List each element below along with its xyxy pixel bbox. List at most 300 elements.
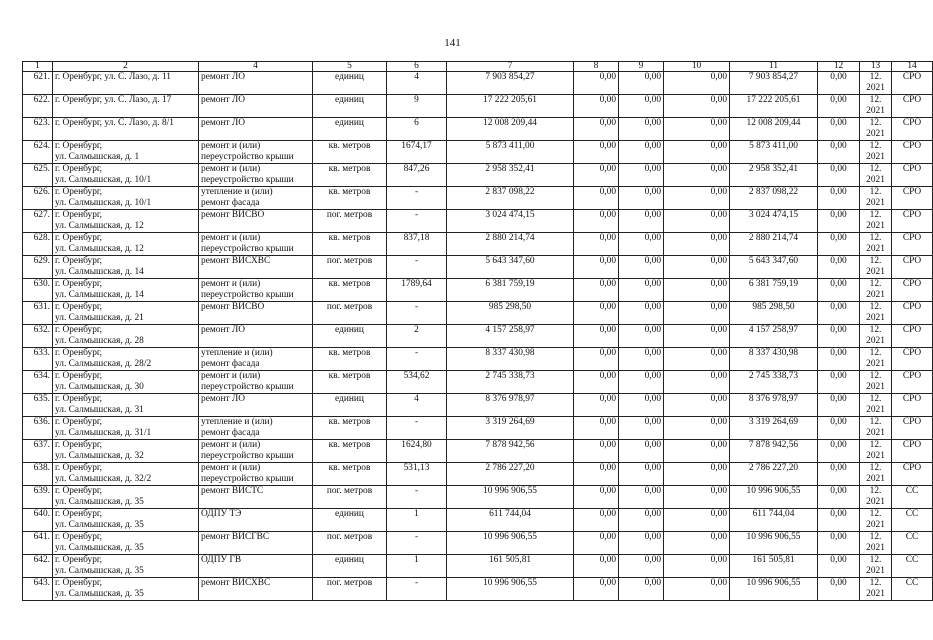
unit-cell: единиц: [313, 509, 387, 532]
row-number: 634.: [23, 371, 53, 394]
program-cell: СРО: [892, 348, 933, 371]
column-header: 2: [53, 62, 199, 72]
deadline-cell: [860, 509, 892, 532]
fund-cell-9: 0,00: [619, 417, 664, 440]
fund-cell-12: 0,00: [818, 578, 860, 601]
work-type-cell: [199, 95, 313, 118]
deadline-year: 2021: [866, 382, 885, 392]
deadline-cell: [860, 118, 892, 141]
fund-cell-12: 0,00: [818, 72, 860, 95]
deadline-year: 2021: [866, 129, 885, 139]
address-cell: [53, 256, 199, 279]
address-cell: [53, 95, 199, 118]
fund-cell-10: 0,00: [664, 325, 730, 348]
deadline-cell: [860, 233, 892, 256]
deadline-month: 12.: [869, 394, 882, 404]
fund-cell-12: 0,00: [818, 509, 860, 532]
total-cost-cell: 12 008 209,44: [447, 118, 574, 141]
work-type-cell: [199, 486, 313, 509]
row-number: 641.: [23, 532, 53, 555]
quantity-cell: 534,62: [387, 371, 447, 394]
work-type-line: ремонт ВИСТС: [201, 486, 264, 496]
quantity-cell: 1674,17: [387, 141, 447, 164]
deadline-cell: [860, 325, 892, 348]
deadline-year: 2021: [866, 405, 885, 415]
table-row: [23, 394, 933, 417]
work-type-line: ремонт ЛО: [201, 394, 246, 404]
column-header: 13: [860, 62, 892, 72]
work-type-line: ремонт и (или): [201, 141, 261, 151]
address-cell: [53, 325, 199, 348]
program-cell: СРО: [892, 256, 933, 279]
fund-cell-11: 8 337 430,98: [730, 348, 818, 371]
fund-cell-10: 0,00: [664, 95, 730, 118]
fund-cell-9: 0,00: [619, 394, 664, 417]
fund-cell-8: 0,00: [574, 164, 619, 187]
deadline-cell: [860, 532, 892, 555]
fund-cell-8: 0,00: [574, 486, 619, 509]
work-type-line: переустройство крыши: [201, 175, 294, 185]
fund-cell-11: 2 837 098,22: [730, 187, 818, 210]
fund-cell-8: 0,00: [574, 302, 619, 325]
quantity-cell: 1624,80: [387, 440, 447, 463]
work-type-line: ремонт и (или): [201, 279, 261, 289]
table-row: [23, 509, 933, 532]
deadline-year: 2021: [866, 566, 885, 576]
address-cell: [53, 509, 199, 532]
fund-cell-12: 0,00: [818, 141, 860, 164]
deadline-year: 2021: [866, 244, 885, 254]
total-cost-cell: 6 381 759,19: [447, 279, 574, 302]
address-line: ул. Салмышская, д. 28: [55, 336, 144, 346]
fund-cell-12: 0,00: [818, 440, 860, 463]
table-row: [23, 164, 933, 187]
deadline-year: 2021: [866, 451, 885, 461]
program-cell: СРО: [892, 187, 933, 210]
fund-cell-8: 0,00: [574, 578, 619, 601]
address-line: ул. Салмышская, д. 35: [55, 497, 144, 507]
fund-cell-8: 0,00: [574, 187, 619, 210]
quantity-cell: 9: [387, 95, 447, 118]
fund-cell-8: 0,00: [574, 532, 619, 555]
fund-cell-10: 0,00: [664, 532, 730, 555]
work-type-line: ремонт ВИСХВС: [201, 256, 271, 266]
fund-cell-11: 2 880 214,74: [730, 233, 818, 256]
table-row: [23, 463, 933, 486]
table-row: [23, 233, 933, 256]
column-header: 14: [892, 62, 933, 72]
fund-cell-11: 5 643 347,60: [730, 256, 818, 279]
address-cell: [53, 532, 199, 555]
fund-cell-9: 0,00: [619, 95, 664, 118]
deadline-year: 2021: [866, 221, 885, 231]
work-type-line: ремонт и (или): [201, 233, 261, 243]
row-number: 621.: [23, 72, 53, 95]
program-cell: СРО: [892, 210, 933, 233]
address-cell: [53, 279, 199, 302]
fund-cell-12: 0,00: [818, 210, 860, 233]
fund-cell-12: 0,00: [818, 417, 860, 440]
fund-cell-11: 2 745 338,73: [730, 371, 818, 394]
work-type-cell: [199, 509, 313, 532]
address-cell: [53, 72, 199, 95]
fund-cell-10: 0,00: [664, 256, 730, 279]
deadline-month: 12.: [869, 95, 882, 105]
quantity-cell: -: [387, 348, 447, 371]
deadline-month: 12.: [869, 72, 882, 82]
deadline-month: 12.: [869, 532, 882, 542]
unit-cell: единиц: [313, 325, 387, 348]
unit-cell: кв. метров: [313, 233, 387, 256]
fund-cell-8: 0,00: [574, 440, 619, 463]
column-header: 8: [574, 62, 619, 72]
program-cell: СРО: [892, 302, 933, 325]
quantity-cell: -: [387, 187, 447, 210]
deadline-cell: [860, 256, 892, 279]
deadline-cell: [860, 279, 892, 302]
address-line: ул. Салмышская, д. 10/1: [55, 198, 152, 208]
deadline-year: 2021: [866, 428, 885, 438]
table-row: [23, 118, 933, 141]
unit-cell: пог. метров: [313, 486, 387, 509]
address-cell: [53, 440, 199, 463]
table-row: [23, 440, 933, 463]
deadline-cell: [860, 348, 892, 371]
program-cell: СРО: [892, 371, 933, 394]
fund-cell-10: 0,00: [664, 555, 730, 578]
fund-cell-8: 0,00: [574, 555, 619, 578]
deadline-month: 12.: [869, 302, 882, 312]
fund-cell-8: 0,00: [574, 141, 619, 164]
row-number: 629.: [23, 256, 53, 279]
work-type-line: ремонт ВИСХВС: [201, 578, 271, 588]
address-cell: [53, 118, 199, 141]
work-type-cell: [199, 279, 313, 302]
unit-cell: единиц: [313, 72, 387, 95]
work-type-line: переустройство крыши: [201, 451, 294, 461]
address-line: г. Оренбург, ул. С. Лазо, д. 8/1: [55, 118, 174, 128]
table-row: [23, 371, 933, 394]
row-number: 633.: [23, 348, 53, 371]
unit-cell: кв. метров: [313, 417, 387, 440]
work-type-line: переустройство крыши: [201, 382, 294, 392]
row-number: 640.: [23, 509, 53, 532]
fund-cell-8: 0,00: [574, 325, 619, 348]
quantity-cell: -: [387, 210, 447, 233]
deadline-cell: [860, 440, 892, 463]
address-line: ул. Салмышская, д. 12: [55, 244, 144, 254]
address-line: ул. Салмышская, д. 35: [55, 520, 144, 530]
work-type-line: ремонт и (или): [201, 440, 261, 450]
address-line: ул. Салмышская, д. 35: [55, 566, 144, 576]
unit-cell: единиц: [313, 95, 387, 118]
program-cell: СС: [892, 578, 933, 601]
total-cost-cell: 7 878 942,56: [447, 440, 574, 463]
fund-cell-9: 0,00: [619, 463, 664, 486]
address-line: г. Оренбург,: [55, 210, 103, 220]
work-type-cell: [199, 463, 313, 486]
unit-cell: пог. метров: [313, 256, 387, 279]
deadline-year: 2021: [866, 290, 885, 300]
work-type-line: переустройство крыши: [201, 474, 294, 484]
program-cell: СРО: [892, 440, 933, 463]
work-type-cell: [199, 233, 313, 256]
fund-cell-9: 0,00: [619, 256, 664, 279]
fund-cell-11: 5 873 411,00: [730, 141, 818, 164]
program-cell: СС: [892, 555, 933, 578]
work-type-line: ремонт фасада: [201, 359, 260, 369]
fund-cell-9: 0,00: [619, 578, 664, 601]
deadline-month: 12.: [869, 555, 882, 565]
fund-cell-11: 611 744,04: [730, 509, 818, 532]
work-type-cell: [199, 256, 313, 279]
unit-cell: пог. метров: [313, 302, 387, 325]
deadline-cell: [860, 578, 892, 601]
fund-cell-8: 0,00: [574, 118, 619, 141]
fund-cell-9: 0,00: [619, 279, 664, 302]
address-cell: [53, 302, 199, 325]
fund-cell-8: 0,00: [574, 72, 619, 95]
fund-cell-11: 3 024 474,15: [730, 210, 818, 233]
address-line: г. Оренбург, ул. С. Лазо, д. 17: [55, 95, 172, 105]
row-number: 626.: [23, 187, 53, 210]
work-type-cell: [199, 302, 313, 325]
address-line: ул. Салмышская, д. 35: [55, 543, 144, 553]
address-line: г. Оренбург, ул. С. Лазо, д. 11: [55, 72, 171, 82]
table-row: [23, 417, 933, 440]
total-cost-cell: 10 996 906,55: [447, 578, 574, 601]
address-cell: [53, 486, 199, 509]
fund-cell-8: 0,00: [574, 417, 619, 440]
row-number: 627.: [23, 210, 53, 233]
address-line: ул. Салмышская, д. 31: [55, 405, 144, 415]
work-type-line: ОДПУ ГВ: [201, 555, 242, 565]
fund-cell-10: 0,00: [664, 578, 730, 601]
column-header: 9: [619, 62, 664, 72]
quantity-cell: 847,26: [387, 164, 447, 187]
work-type-line: утепление и (или): [201, 417, 273, 427]
total-cost-cell: 2 880 214,74: [447, 233, 574, 256]
address-line: г. Оренбург,: [55, 417, 103, 427]
address-cell: [53, 233, 199, 256]
fund-cell-12: 0,00: [818, 302, 860, 325]
address-line: г. Оренбург,: [55, 256, 103, 266]
address-line: г. Оренбург,: [55, 486, 103, 496]
unit-cell: кв. метров: [313, 164, 387, 187]
fund-cell-10: 0,00: [664, 210, 730, 233]
row-number: 638.: [23, 463, 53, 486]
total-cost-cell: 2 958 352,41: [447, 164, 574, 187]
table-row: [23, 325, 933, 348]
fund-cell-12: 0,00: [818, 233, 860, 256]
fund-cell-8: 0,00: [574, 371, 619, 394]
program-cell: СРО: [892, 325, 933, 348]
total-cost-cell: 611 744,04: [447, 509, 574, 532]
fund-cell-12: 0,00: [818, 463, 860, 486]
table-row: [23, 187, 933, 210]
fund-cell-9: 0,00: [619, 302, 664, 325]
work-type-line: утепление и (или): [201, 348, 273, 358]
unit-cell: кв. метров: [313, 141, 387, 164]
fund-cell-12: 0,00: [818, 348, 860, 371]
deadline-month: 12.: [869, 440, 882, 450]
deadline-month: 12.: [869, 279, 882, 289]
work-type-line: ремонт ВИСВО: [201, 302, 265, 312]
fund-cell-12: 0,00: [818, 371, 860, 394]
fund-cell-11: 10 996 906,55: [730, 578, 818, 601]
work-type-line: переустройство крыши: [201, 152, 294, 162]
deadline-month: 12.: [869, 118, 882, 128]
row-number: 630.: [23, 279, 53, 302]
deadline-month: 12.: [869, 578, 882, 588]
fund-cell-9: 0,00: [619, 486, 664, 509]
deadline-year: 2021: [866, 83, 885, 93]
deadline-cell: [860, 72, 892, 95]
work-type-cell: [199, 325, 313, 348]
fund-cell-8: 0,00: [574, 95, 619, 118]
deadline-cell: [860, 371, 892, 394]
deadline-year: 2021: [866, 267, 885, 277]
row-number: 622.: [23, 95, 53, 118]
fund-cell-10: 0,00: [664, 486, 730, 509]
fund-cell-12: 0,00: [818, 532, 860, 555]
row-number: 636.: [23, 417, 53, 440]
fund-cell-10: 0,00: [664, 371, 730, 394]
quantity-cell: 1789,64: [387, 279, 447, 302]
deadline-cell: [860, 141, 892, 164]
unit-cell: пог. метров: [313, 578, 387, 601]
fund-cell-8: 0,00: [574, 394, 619, 417]
total-cost-cell: 2 837 098,22: [447, 187, 574, 210]
row-number: 635.: [23, 394, 53, 417]
unit-cell: кв. метров: [313, 440, 387, 463]
work-type-cell: [199, 118, 313, 141]
address-cell: [53, 187, 199, 210]
table-row: [23, 256, 933, 279]
quantity-cell: -: [387, 302, 447, 325]
address-cell: [53, 578, 199, 601]
fund-cell-10: 0,00: [664, 348, 730, 371]
deadline-cell: [860, 95, 892, 118]
address-cell: [53, 417, 199, 440]
table-row: [23, 532, 933, 555]
deadline-month: 12.: [869, 348, 882, 358]
address-line: ул. Салмышская, д. 21: [55, 313, 144, 323]
work-type-line: ремонт и (или): [201, 371, 261, 381]
fund-cell-11: 10 996 906,55: [730, 486, 818, 509]
row-number: 625.: [23, 164, 53, 187]
fund-cell-12: 0,00: [818, 95, 860, 118]
fund-cell-11: 6 381 759,19: [730, 279, 818, 302]
total-cost-cell: 10 996 906,55: [447, 532, 574, 555]
fund-cell-9: 0,00: [619, 532, 664, 555]
address-line: г. Оренбург,: [55, 555, 103, 565]
address-cell: [53, 463, 199, 486]
column-header: 11: [730, 62, 818, 72]
address-cell: [53, 164, 199, 187]
fund-cell-10: 0,00: [664, 394, 730, 417]
fund-cell-12: 0,00: [818, 118, 860, 141]
address-cell: [53, 210, 199, 233]
address-line: ул. Салмышская, д. 12: [55, 221, 144, 231]
fund-cell-9: 0,00: [619, 555, 664, 578]
deadline-month: 12.: [869, 141, 882, 151]
address-cell: [53, 394, 199, 417]
fund-cell-9: 0,00: [619, 187, 664, 210]
work-type-line: ремонт ЛО: [201, 72, 246, 82]
program-cell: СРО: [892, 164, 933, 187]
work-type-cell: [199, 164, 313, 187]
address-cell: [53, 371, 199, 394]
quantity-cell: 6: [387, 118, 447, 141]
row-number: 631.: [23, 302, 53, 325]
table-row: [23, 486, 933, 509]
deadline-year: 2021: [866, 152, 885, 162]
fund-cell-8: 0,00: [574, 509, 619, 532]
row-number: 643.: [23, 578, 53, 601]
unit-cell: единиц: [313, 394, 387, 417]
deadline-month: 12.: [869, 486, 882, 496]
address-line: г. Оренбург,: [55, 348, 103, 358]
fund-cell-11: 2 958 352,41: [730, 164, 818, 187]
deadline-cell: [860, 210, 892, 233]
address-line: г. Оренбург,: [55, 325, 103, 335]
address-line: г. Оренбург,: [55, 371, 103, 381]
fund-cell-12: 0,00: [818, 279, 860, 302]
table-row: [23, 302, 933, 325]
work-type-line: ремонт ВИСВО: [201, 210, 265, 220]
deadline-month: 12.: [869, 210, 882, 220]
row-number: 642.: [23, 555, 53, 578]
program-cell: СРО: [892, 72, 933, 95]
unit-cell: кв. метров: [313, 279, 387, 302]
quantity-cell: 2: [387, 325, 447, 348]
total-cost-cell: 10 996 906,55: [447, 486, 574, 509]
total-cost-cell: 3 319 264,69: [447, 417, 574, 440]
work-type-cell: [199, 440, 313, 463]
work-type-line: ОДПУ ТЭ: [201, 509, 242, 519]
column-header: 5: [313, 62, 387, 72]
address-line: г. Оренбург,: [55, 164, 103, 174]
quantity-cell: 4: [387, 72, 447, 95]
total-cost-cell: 17 222 205,61: [447, 95, 574, 118]
fund-cell-9: 0,00: [619, 118, 664, 141]
total-cost-cell: 8 337 430,98: [447, 348, 574, 371]
deadline-cell: [860, 394, 892, 417]
table-row: [23, 95, 933, 118]
deadline-month: 12.: [869, 325, 882, 335]
deadline-year: 2021: [866, 474, 885, 484]
fund-cell-12: 0,00: [818, 486, 860, 509]
deadline-cell: [860, 555, 892, 578]
work-type-cell: [199, 210, 313, 233]
address-line: г. Оренбург,: [55, 302, 103, 312]
fund-cell-11: 3 319 264,69: [730, 417, 818, 440]
quantity-cell: -: [387, 256, 447, 279]
work-type-cell: [199, 187, 313, 210]
program-cell: СРО: [892, 417, 933, 440]
address-line: ул. Салмышская, д. 10/1: [55, 175, 152, 185]
table-body: [23, 72, 933, 601]
work-type-cell: [199, 348, 313, 371]
address-cell: [53, 141, 199, 164]
unit-cell: кв. метров: [313, 371, 387, 394]
fund-cell-8: 0,00: [574, 256, 619, 279]
fund-cell-12: 0,00: [818, 256, 860, 279]
total-cost-cell: 4 157 258,97: [447, 325, 574, 348]
address-line: г. Оренбург,: [55, 394, 103, 404]
address-line: ул. Салмышская, д. 1: [55, 152, 140, 162]
